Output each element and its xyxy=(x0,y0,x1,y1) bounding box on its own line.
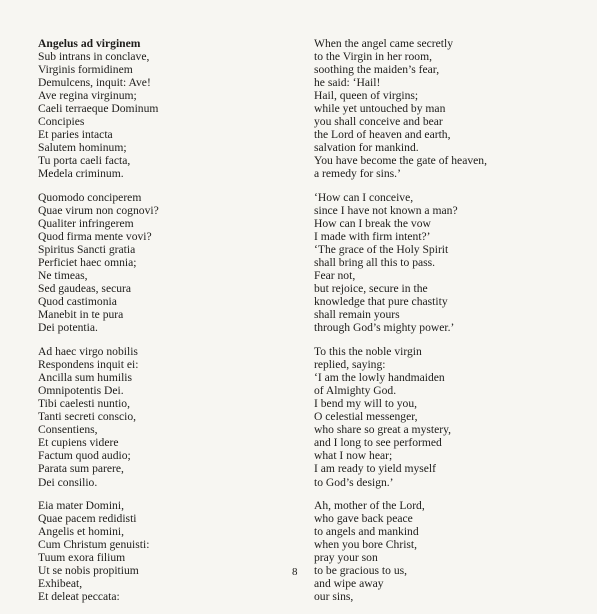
english-verse-line: To this the noble virgin xyxy=(314,345,422,359)
latin-verse-line: Demulcens, inquit: Ave! xyxy=(38,76,151,90)
latin-verse-line: Ave regina virginum; xyxy=(38,89,137,103)
latin-verse-line: Dei consilio. xyxy=(38,475,98,489)
latin-verse-line: Concipies xyxy=(38,115,85,129)
english-stanza xyxy=(314,499,574,603)
english-verse-line: who share so great a mystery, xyxy=(314,423,452,437)
english-verse-line: soothing the maiden’s fear, xyxy=(314,63,440,77)
english-verse-line: but rejoice, secure in the xyxy=(314,282,428,296)
english-verse-line: to be gracious to us, xyxy=(314,564,408,578)
hymn-title: Angelus ad virginem xyxy=(38,37,141,50)
latin-verse-line: Perficiet haec omnia; xyxy=(38,256,137,270)
latin-verse-line: Et deleat peccata: xyxy=(38,590,120,604)
latin-verse-line: Caeli terraeque Dominum xyxy=(38,102,159,116)
latin-verse-line: Consentiens, xyxy=(38,423,98,437)
english-verse-line: and wipe away xyxy=(314,577,384,591)
latin-verse-line: Omnipotentis Dei. xyxy=(38,384,124,398)
english-verse-line: ‘How can I conceive, xyxy=(314,191,414,205)
latin-verse-line: Exhibeat, xyxy=(38,577,83,591)
latin-verse-line: Et cupiens videre xyxy=(38,436,119,450)
english-verse-line: to angels and mankind xyxy=(314,525,419,539)
english-verse-line: you shall conceive and bear xyxy=(314,115,443,129)
english-stanza xyxy=(314,345,574,489)
latin-stanzas xyxy=(38,50,278,603)
latin-verse-line: Ne timeas, xyxy=(38,269,88,283)
latin-verse-line: Manebit in te pura xyxy=(38,308,124,322)
latin-verse-line: Sed gaudeas, secura xyxy=(38,282,132,296)
english-verse-line: knowledge that pure chastity xyxy=(314,295,448,309)
english-stanza xyxy=(314,37,574,181)
english-verse-line: of Almighty God. xyxy=(314,384,397,398)
latin-verse-line: Eia mater Domini, xyxy=(38,499,124,513)
english-verse-line: Fear not, xyxy=(314,269,356,283)
english-verse-line: to God’s design.’ xyxy=(314,475,394,489)
english-verse-line: I bend my will to you, xyxy=(314,397,418,411)
latin-verse-line: Factum quod audio; xyxy=(38,449,131,463)
english-verse-line: shall remain yours xyxy=(314,308,400,322)
english-verse-line: our sins, xyxy=(314,590,354,604)
latin-verse-line: Quomodo conciperem xyxy=(38,191,142,205)
english-verse-line: pray your son xyxy=(314,551,378,565)
english-verse-line: You have become the gate of heaven, xyxy=(314,154,487,168)
english-verse-line: When the angel came secretly xyxy=(314,37,454,50)
latin-verse-line: Sub intrans in conclave, xyxy=(38,50,150,64)
english-verse-line: O celestial messenger, xyxy=(314,410,418,424)
english-verse-line: he said: ‘Hail! xyxy=(314,76,381,90)
english-verse-line: I am ready to yield myself xyxy=(314,462,437,476)
english-verse-line: to the Virgin in her room, xyxy=(314,50,433,64)
english-verse-line: a remedy for sins.’ xyxy=(314,167,401,181)
latin-verse-line: Qualiter infringerem xyxy=(38,217,134,231)
latin-verse-line: Cum Christum genuisti: xyxy=(38,538,150,552)
latin-verse-line: Salutem hominum; xyxy=(38,141,127,155)
latin-verse-line: Virginis formidinem xyxy=(38,63,133,77)
latin-verse-line: Ut se nobis propitium xyxy=(38,564,139,578)
english-verse-line: ‘I am the lowly handmaiden xyxy=(314,371,445,385)
latin-verse-line: Tibi caelesti nuntio, xyxy=(38,397,130,411)
latin-stanza xyxy=(38,499,278,603)
latin-verse-line: Quae pacem redidisti xyxy=(38,512,137,526)
latin-stanza xyxy=(38,191,278,335)
latin-verse-line: Et paries intacta xyxy=(38,128,113,142)
english-verse-line: Hail, queen of virgins; xyxy=(314,89,419,103)
english-verse-line: How can I break the vow xyxy=(314,217,431,231)
english-verse-line: since I have not known a man? xyxy=(314,204,458,218)
english-verse-line: while yet untouched by man xyxy=(314,102,446,116)
latin-verse-line: Tuum exora filium xyxy=(38,551,126,565)
english-verse-line: when you bore Christ, xyxy=(314,538,418,552)
latin-verse-line: Quae virum non cognovi? xyxy=(38,204,159,218)
latin-verse-line: Parata sum parere, xyxy=(38,462,124,476)
latin-verse-line: Dei potentia. xyxy=(38,321,98,335)
latin-verse-line: Quod firma mente vovi? xyxy=(38,230,152,244)
latin-verse-line: Medela criminum. xyxy=(38,167,124,181)
latin-verse-line: Tu porta caeli facta, xyxy=(38,154,131,168)
latin-verse-line: Ad haec virgo nobilis xyxy=(38,345,138,359)
english-stanzas xyxy=(314,37,574,603)
english-verse-line: replied, saying: xyxy=(314,358,386,372)
english-verse-line: through God’s mighty power.’ xyxy=(314,321,455,335)
latin-verse-line: Angelis et homini, xyxy=(38,525,124,539)
english-verse-line: shall bring all this to pass. xyxy=(314,256,436,270)
latin-verse-line: Respondens inquit ei: xyxy=(38,358,139,372)
english-verse-line: and I long to see performed xyxy=(314,436,442,450)
english-verse-line: Ah, mother of the Lord, xyxy=(314,499,425,513)
english-verse-line: ‘The grace of the Holy Spirit xyxy=(314,243,449,257)
latin-stanza xyxy=(38,50,278,180)
english-verse-line: who gave back peace xyxy=(314,512,413,526)
latin-verse-line: Tanti secreti conscio, xyxy=(38,410,137,424)
latin-verse-line: Spiritus Sancti gratia xyxy=(38,243,136,257)
latin-stanza xyxy=(38,345,278,489)
latin-verse-line: Ancilla sum humilis xyxy=(38,371,133,385)
page-number: 8 xyxy=(292,566,298,578)
english-verse-line: salvation for mankind. xyxy=(314,141,419,155)
english-translation-column xyxy=(314,37,574,614)
english-verse-line: I made with firm intent?’ xyxy=(314,230,431,244)
english-stanza xyxy=(314,191,574,335)
english-verse-line: the Lord of heaven and earth, xyxy=(314,128,451,142)
latin-text-column xyxy=(38,37,278,614)
latin-verse-line: Quod castimonia xyxy=(38,295,117,309)
english-verse-line: what I now hear; xyxy=(314,449,393,463)
